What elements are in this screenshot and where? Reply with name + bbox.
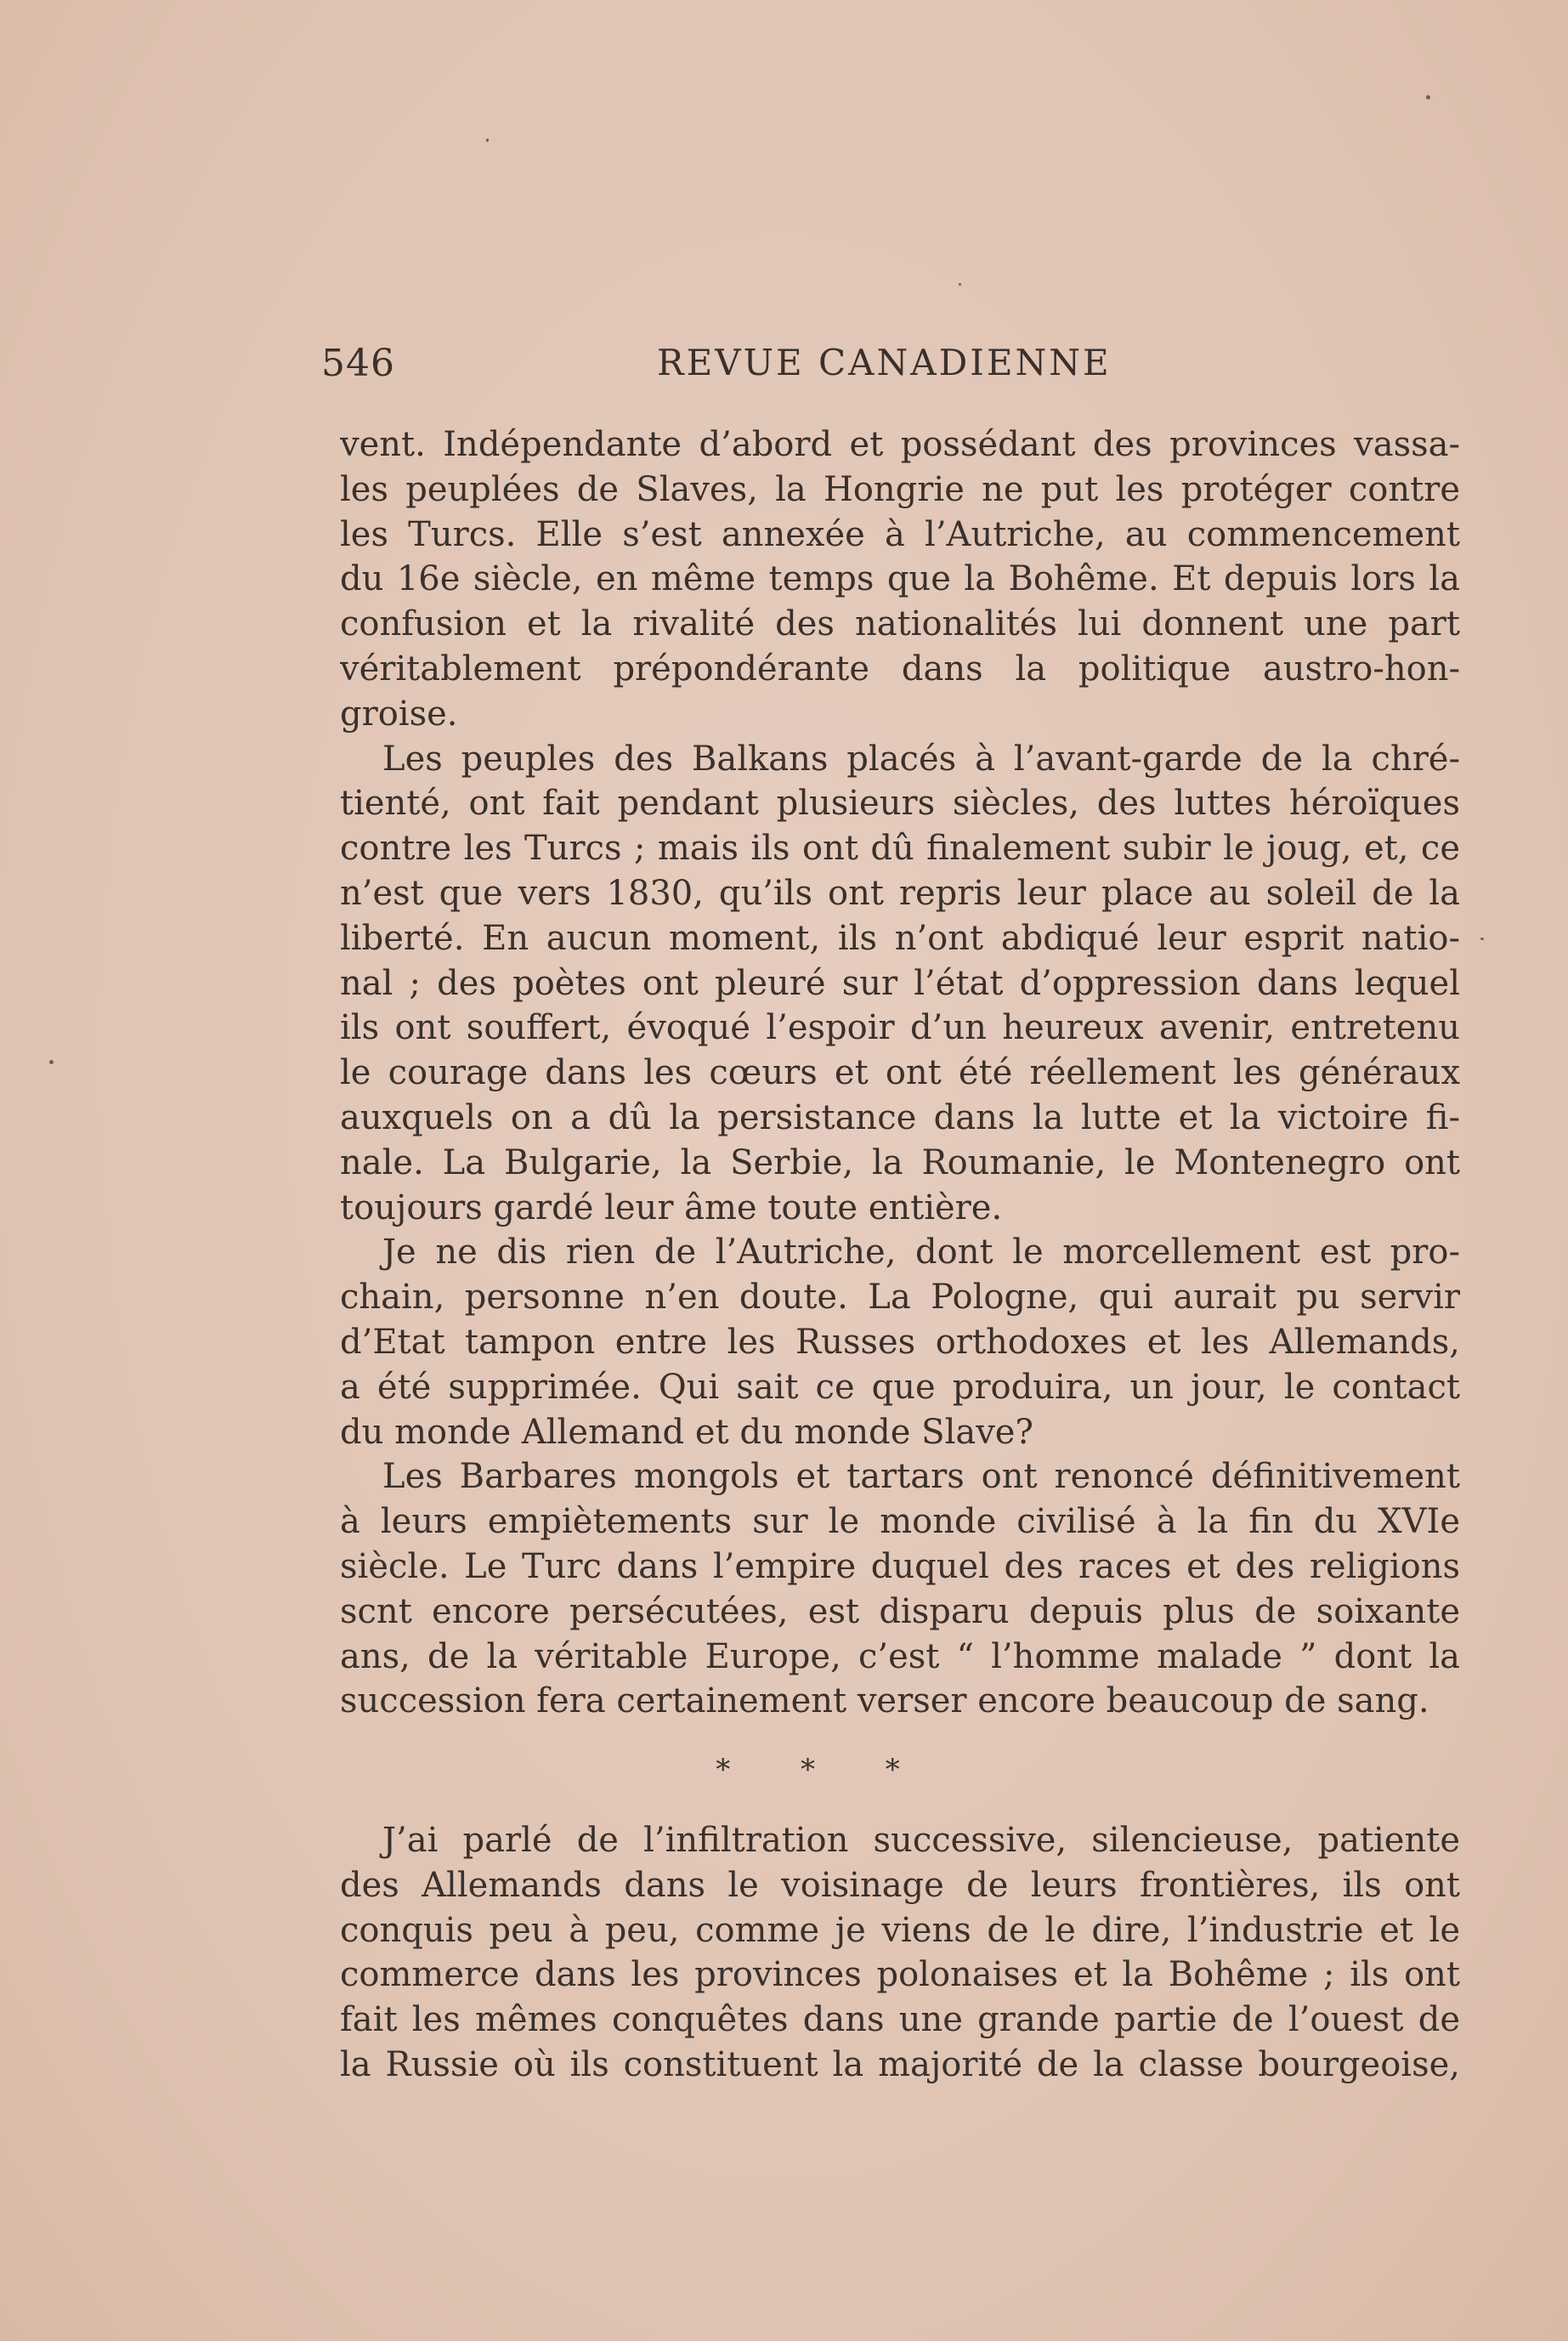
- text-line: du 16e siècle, en même temps que la Bohême. Et depuis lors la: [340, 559, 1460, 599]
- text-line: le courage dans les cœurs et ont été réellement les généraux: [340, 1053, 1460, 1093]
- text-line: liberté. En aucun moment, ils n’ont abdiqué leur esprit natio-: [340, 918, 1460, 958]
- text-line: fait les mêmes conquêtes dans une grande partie de l’ouest de: [340, 2000, 1460, 2040]
- paper-speck: [1480, 938, 1484, 940]
- text-line: succession fera certainement verser encore beaucoup de sang.: [340, 1681, 1429, 1721]
- text-line: contre les Turcs ; mais ils ont dû finalement subir le joug, et, ce: [340, 829, 1460, 869]
- paper-speck: [959, 283, 961, 286]
- text-line: n’est que vers 1830, qu’ils ont repris leur place au soleil de la: [340, 873, 1460, 913]
- body-text-section-1: [340, 422, 1460, 1724]
- text-line: à leurs empiètements sur le monde civilisé à la fin du XVIe: [340, 1502, 1460, 1542]
- text-line: groise.: [340, 694, 458, 734]
- text-line: scnt encore persécutées, est disparu depuis plus de soixante: [340, 1591, 1460, 1631]
- paragraph-start-line: Je ne dis rien de l’Autriche, dont le morcellement est pro-: [382, 1233, 1460, 1273]
- text-line: nale. La Bulgarie, la Serbie, la Roumanie, le Montenegro ont: [340, 1142, 1460, 1182]
- text-line: toujours gardé leur âme toute entière.: [340, 1188, 1003, 1227]
- section-separator: * * *: [716, 1753, 931, 1787]
- text-line: ils ont souffert, évoqué l’espoir d’un heureux avenir, entretenu: [340, 1008, 1460, 1048]
- text-line: ans, de la véritable Europe, c’est “ l’homme malade ” dont la: [340, 1636, 1460, 1676]
- text-line: les Turcs. Elle s’est annexée à l’Autriche, au commencement: [340, 514, 1460, 554]
- text-line: chain, personne n’en doute. La Pologne, qui aurait pu servir: [340, 1278, 1460, 1318]
- text-line: du monde Allemand et du monde Slave?: [340, 1412, 1033, 1452]
- paragraph-start-line: Les Barbares mongols et tartars ont renoncé définitivement: [382, 1457, 1460, 1497]
- paragraph-start-line: J’ai parlé de l’infiltration successive, silencieuse, patiente: [382, 1821, 1460, 1860]
- text-line: la Russie où ils constituent la majorité de la classe bourgeoise,: [340, 2044, 1460, 2084]
- paragraph-start-line: Les peuples des Balkans placés à l’avant-garde de la chré-: [382, 739, 1460, 779]
- text-line: conquis peu à peu, comme je viens de le dire, l’industrie et le: [340, 1910, 1460, 1950]
- running-title: REVUE CANADIENNE: [657, 342, 1112, 383]
- page-number: 546: [321, 342, 395, 385]
- page-header: [321, 342, 1460, 393]
- text-line: confusion et la rivalité des nationalités lui donnent une part: [340, 604, 1460, 644]
- text-line: commerce dans les provinces polonaises et la Bohême ; ils ont: [340, 1955, 1460, 1995]
- paper-speck: [486, 139, 489, 142]
- text-line: tienté, ont fait pendant plusieurs siècles, des luttes héroïques: [340, 784, 1460, 824]
- text-line: les peuplées de Slaves, la Hongrie ne put les protéger contre: [340, 469, 1460, 509]
- text-line: nal ; des poètes ont pleuré sur l’état d’oppression dans lequel: [340, 963, 1460, 1003]
- text-line: a été supprimée. Qui sait ce que produira, un jour, le contact: [340, 1367, 1460, 1407]
- text-line: des Allemands dans le voisinage de leurs frontières, ils ont: [340, 1865, 1460, 1905]
- text-line: d’Etat tampon entre les Russes orthodoxes et les Allemands,: [340, 1322, 1460, 1362]
- paper-speck: [49, 1060, 54, 1064]
- text-line: véritablement prépondérante dans la politique austro-hon-: [340, 649, 1460, 689]
- text-line: siècle. Le Turc dans l’empire duquel des races et des religions: [340, 1546, 1460, 1586]
- paper-speck: [1426, 95, 1430, 99]
- body-text-section-2: [340, 1818, 1460, 2088]
- text-line: auxquels on a dû la persistance dans la lutte et la victoire fi-: [340, 1097, 1460, 1137]
- text-line: vent. Indépendante d’abord et possédant des provinces vassa-: [340, 425, 1460, 464]
